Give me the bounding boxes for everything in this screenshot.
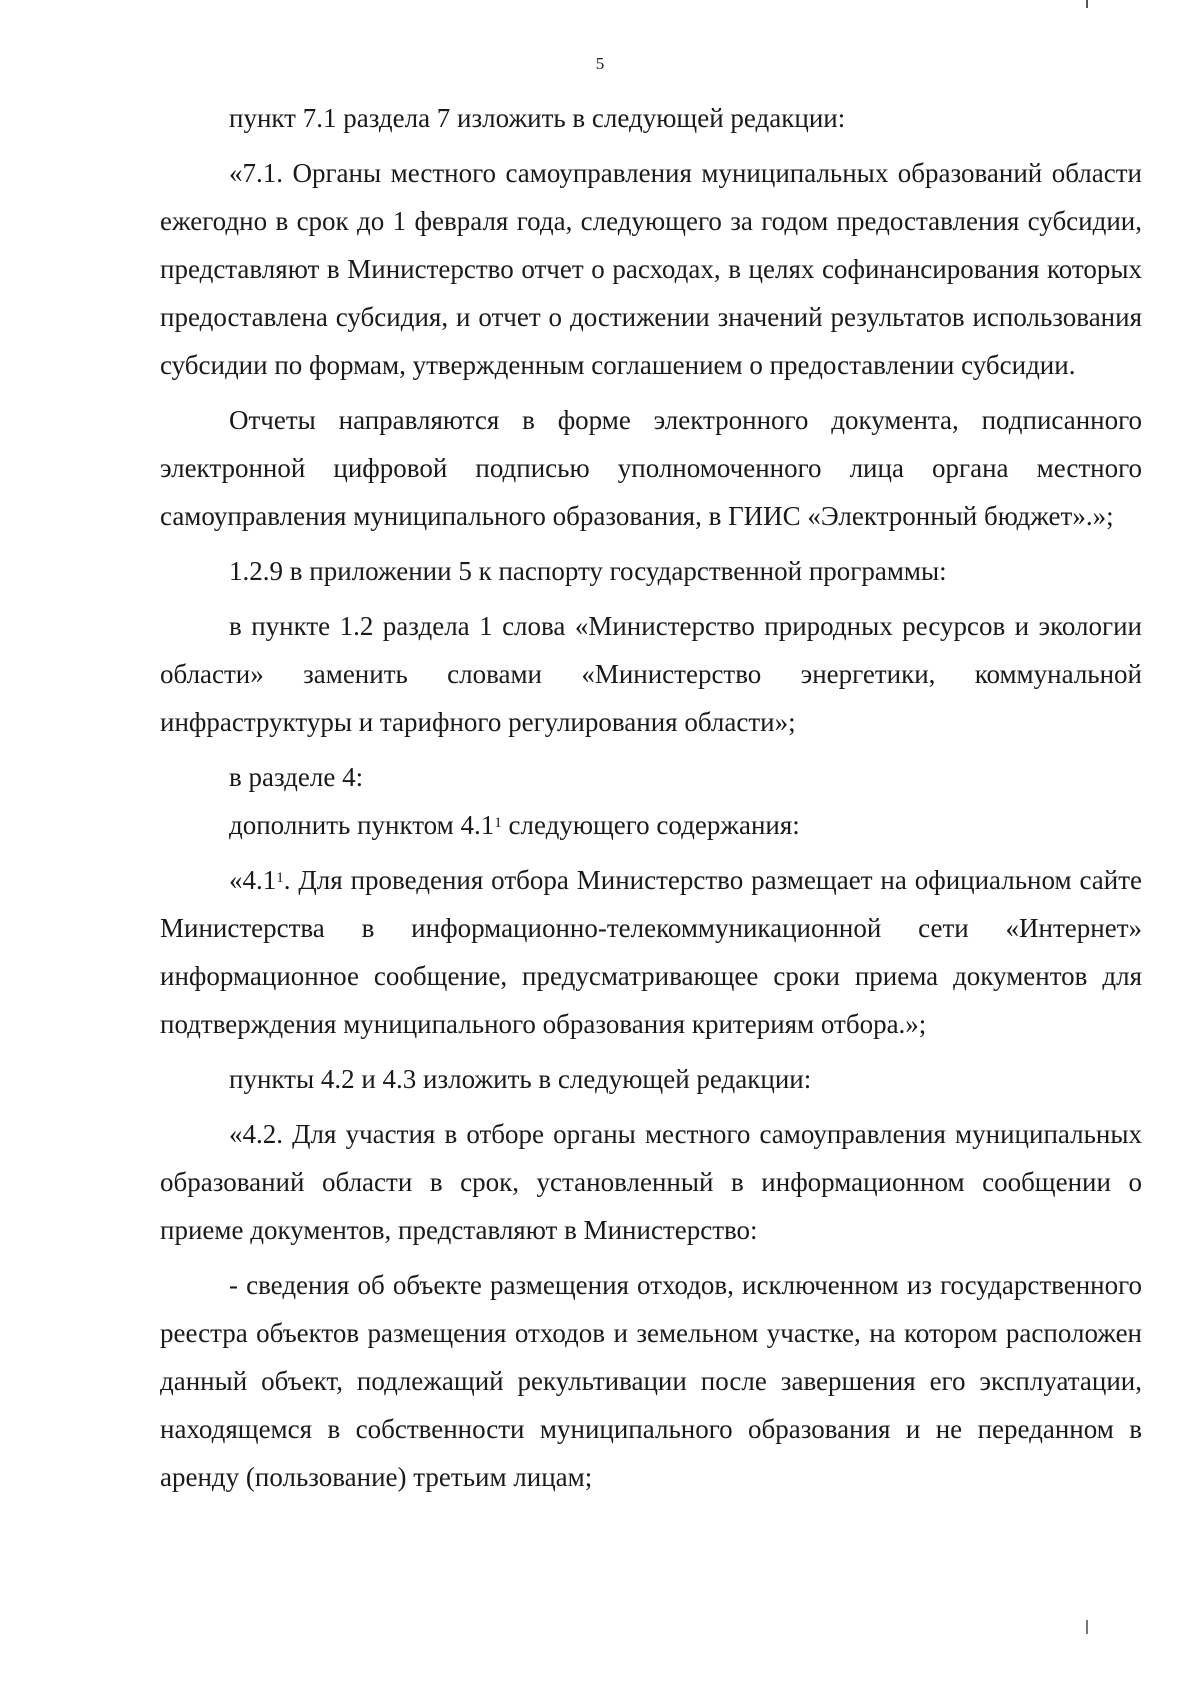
paragraph-8-text-end: . Для проведения отбора Министерство размещает на официальном сайте Министерства в информационно-телекоммуникационной сети «Интернет» информационное сообщение, предусматривающее сроки приема документов для подтверждения муниципального образования критериям отбора.»; bbox=[160, 865, 1142, 1039]
superscript-1: 1 bbox=[276, 870, 284, 886]
paragraph-10: «4.2. Для участия в отборе органы местного самоуправления муниципальных образований области в срок, установленный в информационном сообщении о приеме документов, представляют в Министерство: bbox=[160, 1119, 1142, 1245]
paragraph-5: в пункте 1.2 раздела 1 слова «Министерство природных ресурсов и экологии области» заменить словами «Министерство энергетики, коммунальной инфраструктуры и тарифного регулирования области»; bbox=[160, 611, 1142, 737]
scan-mark-bottom bbox=[1086, 1620, 1088, 1634]
paragraph-9: пункты 4.2 и 4.3 изложить в следующей редакции: bbox=[229, 1064, 812, 1094]
paragraph-7 bbox=[160, 801, 1142, 849]
paragraph-3: Отчеты направляются в форме электронного документа, подписанного электронной цифровой подписью уполномоченного лица органа местного самоуправления муниципального образования, в ГИИС «Электронный бюджет».»; bbox=[160, 405, 1142, 531]
paragraph-8-text: «4.1 bbox=[229, 865, 277, 895]
scan-mark-top bbox=[1086, 0, 1088, 8]
paragraph-4: 1.2.9 в приложении 5 к паспорту государственной программы: bbox=[229, 556, 947, 586]
paragraph-11: - сведения об объекте размещения отходов, исключенном из государственного реестра объектов размещения отходов и земельном участке, на котором расположен данный объект, подлежащий рекультивации после завершения его эксплуатации, находящемся в собственности муниципального образования и не переданном в аренду (пользование) третьим лицам; bbox=[160, 1270, 1142, 1492]
paragraph-8 bbox=[160, 856, 1142, 1048]
superscript-1: 1 bbox=[494, 815, 502, 831]
paragraph-2: «7.1. Органы местного самоуправления муниципальных образований области ежегодно в срок до 1 февраля года, следующего за годом предоставления субсидии, представляют в Министерство отчет о расходах, в целях софинансирования которых предоставлена субсидия, и отчет о достижении значений результатов использования субсидии по формам, утвержденным соглашением о предоставлении субсидии. bbox=[160, 158, 1142, 380]
page-number: 5 bbox=[595, 54, 605, 73]
paragraph-6: в разделе 4: bbox=[229, 762, 364, 792]
paragraph-7-text-end: следующего содержания: bbox=[501, 810, 800, 840]
document-body bbox=[160, 94, 1142, 1501]
paragraph-1: пункт 7.1 раздела 7 изложить в следующей редакции: bbox=[229, 103, 846, 133]
paragraph-7-text: дополнить пунктом 4.1 bbox=[229, 810, 495, 840]
